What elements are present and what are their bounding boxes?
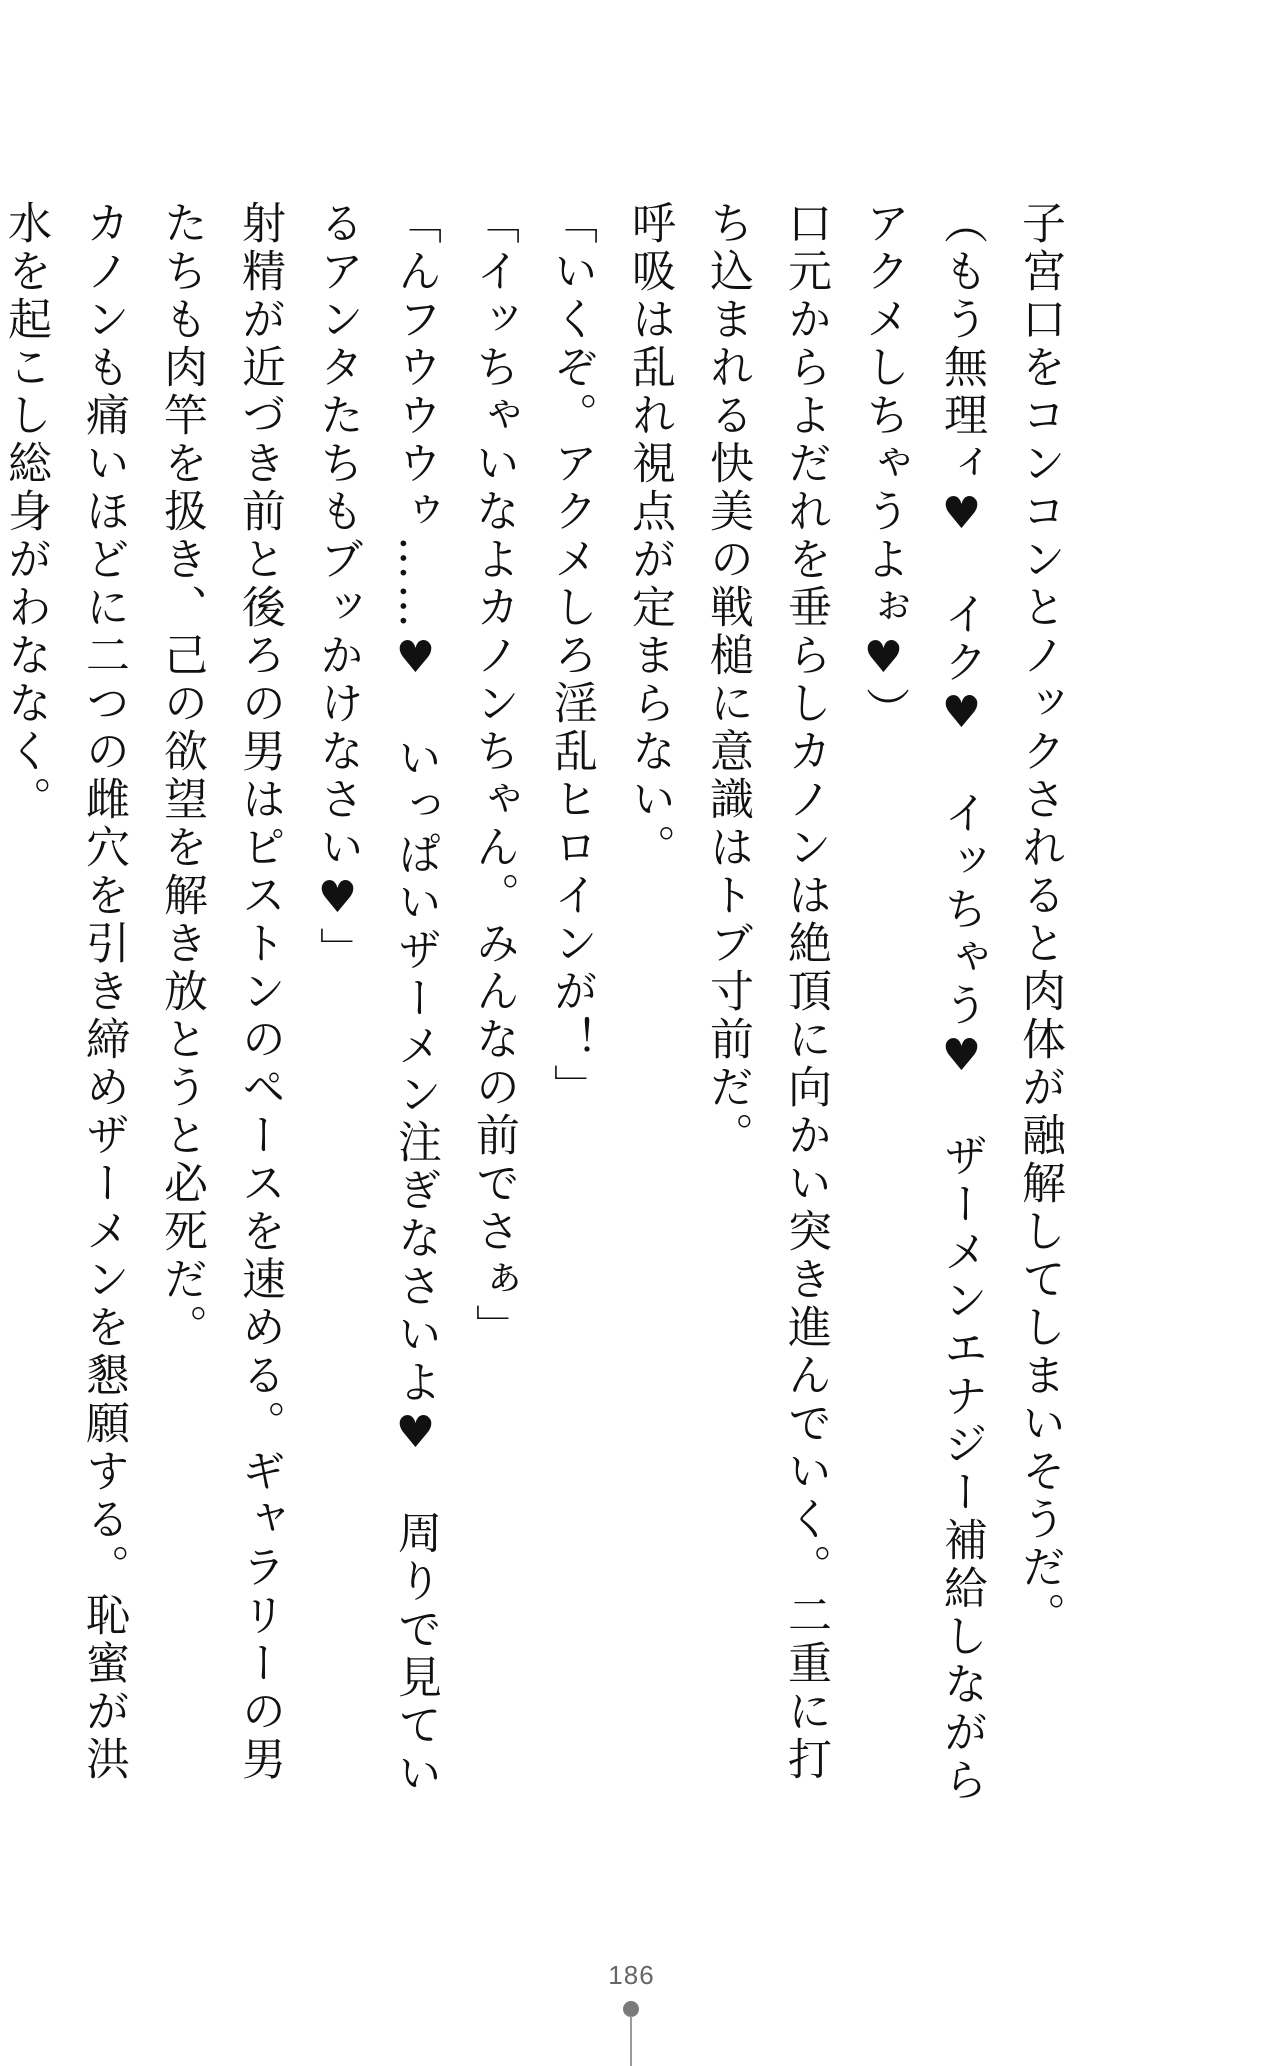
page-number: 186 [608,1960,655,1990]
paragraph: 子宮口をコンコンとノックされると肉体が融解してしまいそうだ。 [1014,200,1065,1640]
dialogue-line: 「いくぞ。アクメしろ淫乱ヒロインが！」 [546,200,597,1112]
folio-line [630,2016,632,2066]
dialogue-line: 「イッちゃいなよカノンちゃん。みんなの前でさぁ」 [468,200,519,1352]
paragraph: 呼吸は乱れ視点が定まらない。 [624,200,675,872]
folio-dot-icon [623,2001,639,2017]
paragraph: カノンも痛いほどに二つの雌穴を引き締めザーメンを懇願する。恥蜜が洪水を起こし総身がわななく。 [0,200,129,1784]
paragraph: 射精が近づき前と後ろの男はピストンのペースを速める。ギャラリーの男たちも肉竿を扱き、己の欲望を解き放とうと必死だ。 [156,200,285,1784]
dialogue-line: 「んフウウウゥ……♥ いっぱいザーメン注ぎなさいよ♥ 周りで見ているアンタたちもブッかけなさい♥」 [312,200,441,1798]
paragraph: 口元からよだれを垂らしカノンは絶頂に向かい突き進んでいく。二重に打ち込まれる快美の戦槌に意識はトブ寸前だ。 [702,200,831,1784]
body-text [0,200,1078,1820]
paragraph: （もう無理ィ♥ イク♥ イッちゃう♥ ザーメンエナジー補給しながらアクメしちゃうよぉ♥） [858,200,987,1805]
